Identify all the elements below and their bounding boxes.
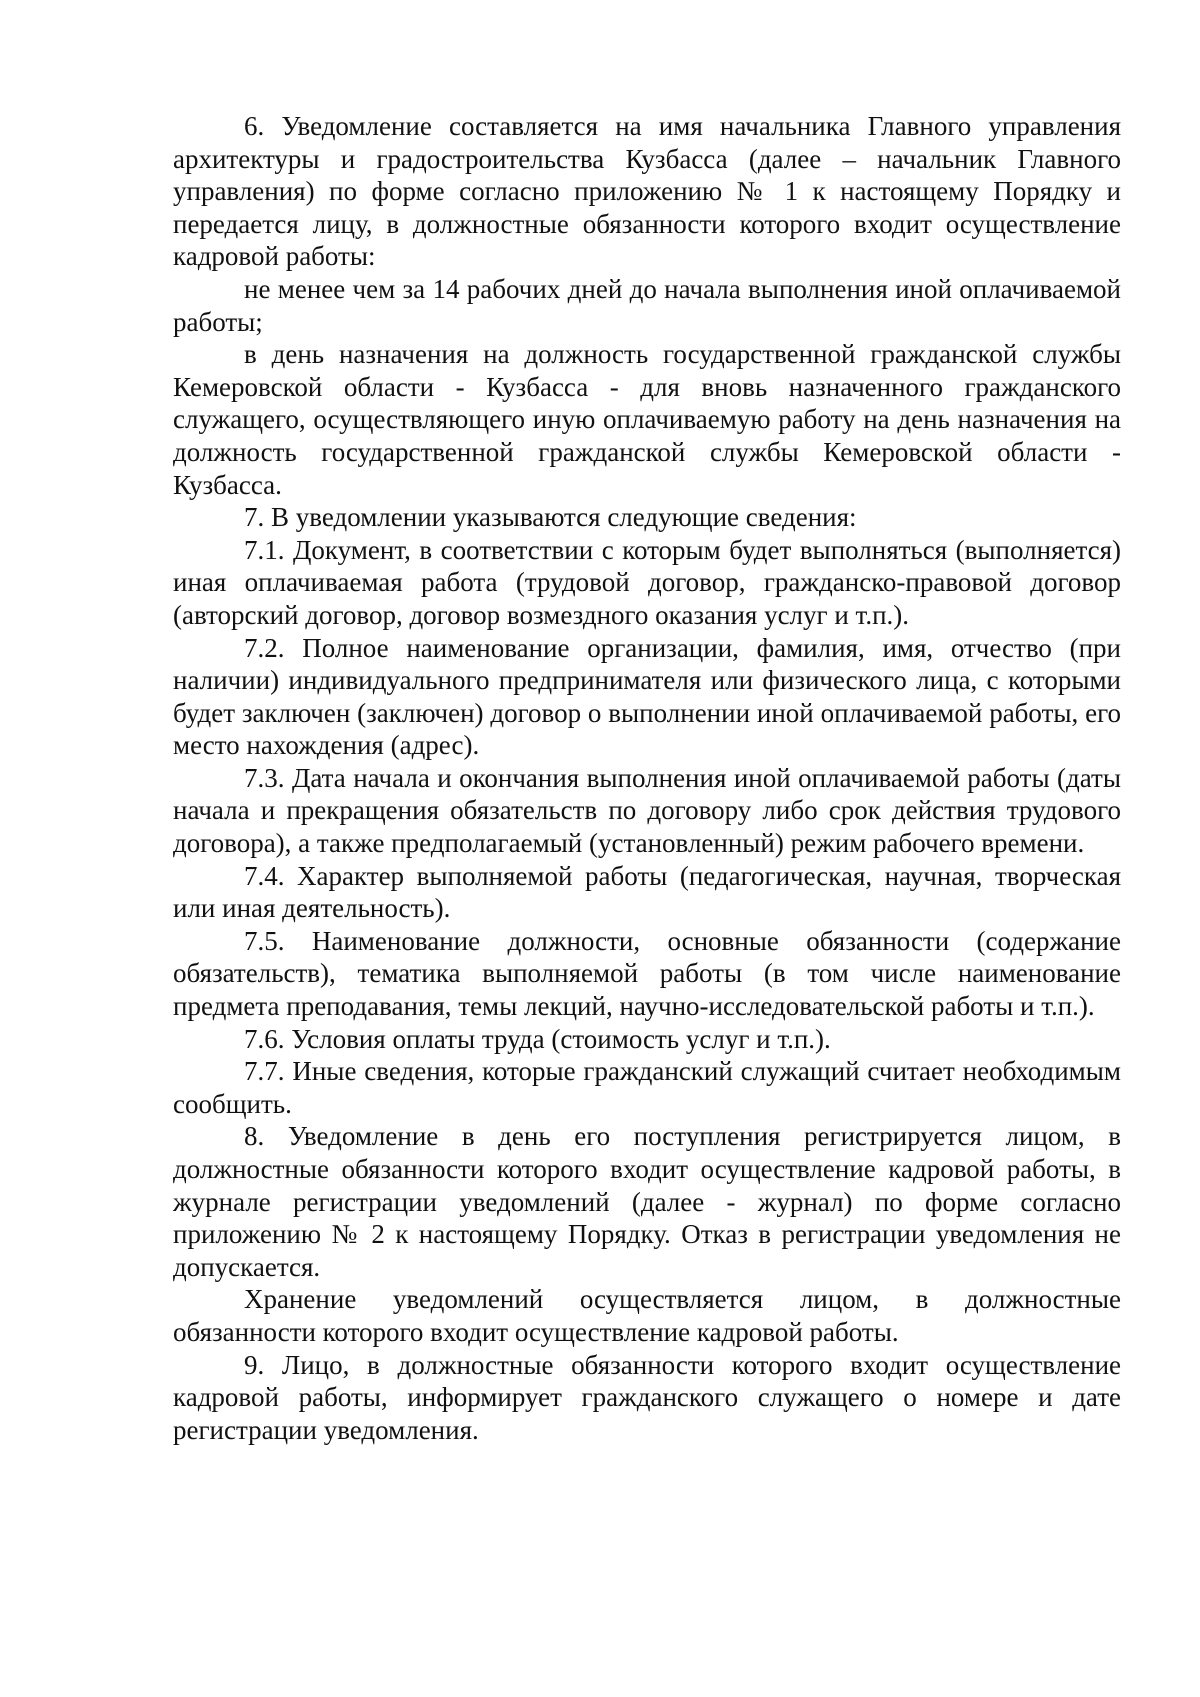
paragraph-7-4: 7.4. Характер выполняемой работы (педагогическая, научная, творческая или иная деятельность). — [173, 860, 1121, 924]
paragraph-7: 7. В уведомлении указываются следующие сведения: — [244, 502, 857, 533]
paragraph-7-3: 7.3. Дата начала и окончания выполнения иной оплачиваемой работы (даты начала и прекращения обязательств по договору либо срок действия трудового договора), а также предполагаемый (установленный) режим рабочего времени. — [173, 762, 1121, 859]
paragraph-9: 9. Лицо, в должностные обязанности которого входит осуществление кадровой работы, информирует гражданского служащего о номере и дате регистрации уведомления. — [173, 1349, 1121, 1445]
paragraph-6-item-deadline: не менее чем за 14 рабочих дней до начала выполнения иной оплачиваемой работы; — [173, 273, 1121, 337]
paragraph-8-storage: Хранение уведомлений осуществляется лицом, в должностные обязанности которого входит осуществление кадровой работы. — [173, 1284, 1121, 1347]
paragraph-7-2: 7.2. Полное наименование организации, фамилия, имя, отчество (при наличии) индивидуального предпринимателя или физического лица, с которыми будет заключен (заключен) договор о выполнении иной оплачиваемой работы, его место нахождения (адрес). — [173, 632, 1121, 761]
paragraph-7-5: 7.5. Наименование должности, основные обязанности (содержание обязательств), тематика выполняемой работы (в том числе наименование предмета преподавания, темы лекций, научно-исследовательской работы и т.п.). — [173, 925, 1121, 1022]
paragraph-6-item-appointment: в день назначения на должность государственной гражданской службы Кемеровской области - Кузбасса - для вновь назначенного гражданского служащего, осуществляющего иную оплачиваемую работу на день назначения на должность государственной гражданской службы Кемеровской области - Кузбасса. — [173, 339, 1121, 500]
paragraph-7-1: 7.1. Документ, в соответствии с которым будет выполняться (выполняется) иная оплачиваемая работа (трудовой договор, гражданско-правовой договор (авторский договор, договор возмездного оказания услуг и т.п.). — [173, 534, 1121, 630]
paragraph-8: 8. Уведомление в день его поступления регистрируется лицом, в должностные обязанности которого входит осуществление кадровой работы, в журнале регистрации уведомлений (далее - журнал) по форме согласно приложению № 2 к настоящему Порядку. Отказ в регистрации уведомления не допускается. — [173, 1121, 1121, 1282]
document-body — [173, 110, 1121, 1446]
paragraph-7-7: 7.7. Иные сведения, которые гражданский служащий считает необходимым сообщить. — [173, 1056, 1121, 1119]
paragraph-6: 6. Уведомление составляется на имя начальника Главного управления архитектуры и градостроительства Кузбасса (далее – начальник Главного управления) по форме согласно приложению № 1 к настоящему Порядку и передается лицу, в должностные обязанности которого входит осуществление кадровой работы: — [173, 111, 1121, 272]
paragraph-7-6: 7.6. Условия оплаты труда (стоимость услуг и т.п.). — [244, 1023, 831, 1054]
